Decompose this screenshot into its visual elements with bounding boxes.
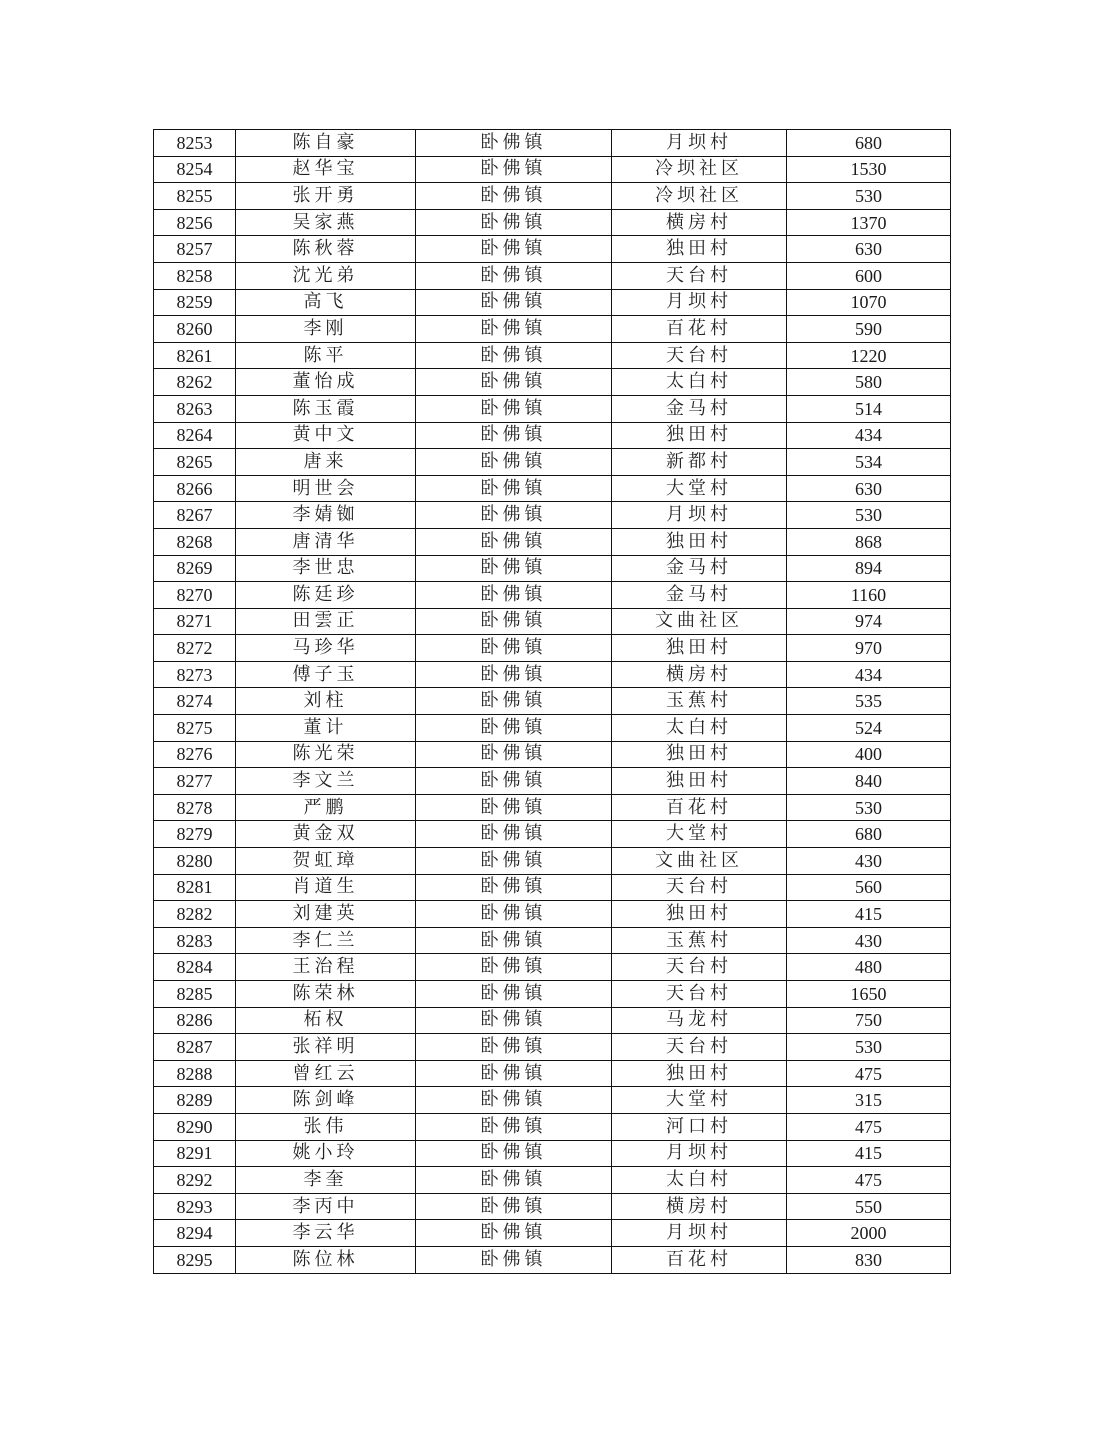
row-name-cell: 王治程 <box>236 954 416 981</box>
row-village-cell: 冷坝社区 <box>612 156 787 183</box>
row-name-cell: 陈位林 <box>236 1246 416 1273</box>
row-village-cell: 百花村 <box>612 316 787 343</box>
roster-table <box>153 129 951 1274</box>
row-amount-cell: 1220 <box>787 342 951 369</box>
table-row <box>154 528 951 555</box>
row-town-cell: 卧佛镇 <box>416 1007 612 1034</box>
row-town-cell: 卧佛镇 <box>416 1060 612 1087</box>
row-village-cell: 天台村 <box>612 954 787 981</box>
row-village-cell: 天台村 <box>612 262 787 289</box>
row-village-cell: 大堂村 <box>612 475 787 502</box>
row-id-cell: 8294 <box>154 1220 236 1247</box>
table-row <box>154 954 951 981</box>
row-name-cell: 赵华宝 <box>236 156 416 183</box>
table-row <box>154 661 951 688</box>
row-amount-cell: 970 <box>787 635 951 662</box>
row-town-cell: 卧佛镇 <box>416 475 612 502</box>
table-row <box>154 183 951 210</box>
row-amount-cell: 430 <box>787 927 951 954</box>
row-town-cell: 卧佛镇 <box>416 927 612 954</box>
row-id-cell: 8283 <box>154 927 236 954</box>
row-town-cell: 卧佛镇 <box>416 848 612 875</box>
table-row <box>154 1034 951 1061</box>
table-row <box>154 1220 951 1247</box>
row-id-cell: 8286 <box>154 1007 236 1034</box>
row-town-cell: 卧佛镇 <box>416 582 612 609</box>
row-town-cell: 卧佛镇 <box>416 874 612 901</box>
row-id-cell: 8261 <box>154 342 236 369</box>
row-amount-cell: 1370 <box>787 209 951 236</box>
table-row <box>154 582 951 609</box>
row-name-cell: 董怡成 <box>236 369 416 396</box>
table-row <box>154 821 951 848</box>
table-row <box>154 236 951 263</box>
row-name-cell: 张开勇 <box>236 183 416 210</box>
row-name-cell: 黄金双 <box>236 821 416 848</box>
row-village-cell: 独田村 <box>612 528 787 555</box>
row-town-cell: 卧佛镇 <box>416 502 612 529</box>
row-village-cell: 金马村 <box>612 582 787 609</box>
row-name-cell: 黄中文 <box>236 422 416 449</box>
row-village-cell: 玉蕉村 <box>612 688 787 715</box>
row-amount-cell: 315 <box>787 1087 951 1114</box>
row-amount-cell: 1530 <box>787 156 951 183</box>
row-id-cell: 8285 <box>154 981 236 1008</box>
table-row <box>154 502 951 529</box>
row-id-cell: 8278 <box>154 794 236 821</box>
table-row <box>154 981 951 1008</box>
row-village-cell: 百花村 <box>612 794 787 821</box>
row-name-cell: 李奎 <box>236 1167 416 1194</box>
row-name-cell: 马珍华 <box>236 635 416 662</box>
row-village-cell: 百花村 <box>612 1246 787 1273</box>
row-town-cell: 卧佛镇 <box>416 741 612 768</box>
table-row <box>154 635 951 662</box>
row-town-cell: 卧佛镇 <box>416 316 612 343</box>
table-row <box>154 316 951 343</box>
row-amount-cell: 475 <box>787 1113 951 1140</box>
row-village-cell: 天台村 <box>612 342 787 369</box>
row-id-cell: 8270 <box>154 582 236 609</box>
row-town-cell: 卧佛镇 <box>416 236 612 263</box>
row-town-cell: 卧佛镇 <box>416 555 612 582</box>
row-amount-cell: 1070 <box>787 289 951 316</box>
row-village-cell: 月坝村 <box>612 1140 787 1167</box>
row-amount-cell: 600 <box>787 262 951 289</box>
row-amount-cell: 680 <box>787 821 951 848</box>
row-town-cell: 卧佛镇 <box>416 794 612 821</box>
row-name-cell: 刘建英 <box>236 901 416 928</box>
row-name-cell: 肖道生 <box>236 874 416 901</box>
row-town-cell: 卧佛镇 <box>416 981 612 1008</box>
row-village-cell: 月坝村 <box>612 130 787 157</box>
row-id-cell: 8267 <box>154 502 236 529</box>
row-name-cell: 吴家燕 <box>236 209 416 236</box>
table-row <box>154 1060 951 1087</box>
row-village-cell: 月坝村 <box>612 502 787 529</box>
table-row <box>154 1087 951 1114</box>
table-row <box>154 874 951 901</box>
row-town-cell: 卧佛镇 <box>416 954 612 981</box>
row-name-cell: 陈秋蓉 <box>236 236 416 263</box>
row-village-cell: 横房村 <box>612 661 787 688</box>
row-village-cell: 独田村 <box>612 901 787 928</box>
row-name-cell: 高飞 <box>236 289 416 316</box>
row-town-cell: 卧佛镇 <box>416 768 612 795</box>
row-id-cell: 8253 <box>154 130 236 157</box>
row-id-cell: 8276 <box>154 741 236 768</box>
row-village-cell: 独田村 <box>612 635 787 662</box>
table-row <box>154 688 951 715</box>
row-id-cell: 8277 <box>154 768 236 795</box>
row-village-cell: 独田村 <box>612 741 787 768</box>
table-row <box>154 209 951 236</box>
table-row <box>154 848 951 875</box>
table-row <box>154 289 951 316</box>
row-town-cell: 卧佛镇 <box>416 608 612 635</box>
row-amount-cell: 524 <box>787 715 951 742</box>
table-row <box>154 262 951 289</box>
row-name-cell: 姚小玲 <box>236 1140 416 1167</box>
row-village-cell: 天台村 <box>612 981 787 1008</box>
row-amount-cell: 475 <box>787 1060 951 1087</box>
row-amount-cell: 630 <box>787 236 951 263</box>
row-id-cell: 8255 <box>154 183 236 210</box>
row-amount-cell: 894 <box>787 555 951 582</box>
row-id-cell: 8258 <box>154 262 236 289</box>
row-town-cell: 卧佛镇 <box>416 369 612 396</box>
row-id-cell: 8284 <box>154 954 236 981</box>
row-id-cell: 8263 <box>154 395 236 422</box>
row-town-cell: 卧佛镇 <box>416 1167 612 1194</box>
row-village-cell: 文曲社区 <box>612 608 787 635</box>
row-village-cell: 独田村 <box>612 768 787 795</box>
row-id-cell: 8281 <box>154 874 236 901</box>
row-id-cell: 8279 <box>154 821 236 848</box>
row-name-cell: 明世会 <box>236 475 416 502</box>
table-row <box>154 1007 951 1034</box>
row-id-cell: 8264 <box>154 422 236 449</box>
row-town-cell: 卧佛镇 <box>416 821 612 848</box>
table-row <box>154 369 951 396</box>
row-town-cell: 卧佛镇 <box>416 1193 612 1220</box>
row-amount-cell: 580 <box>787 369 951 396</box>
row-name-cell: 董计 <box>236 715 416 742</box>
row-id-cell: 8288 <box>154 1060 236 1087</box>
row-town-cell: 卧佛镇 <box>416 1034 612 1061</box>
row-town-cell: 卧佛镇 <box>416 661 612 688</box>
row-town-cell: 卧佛镇 <box>416 130 612 157</box>
row-name-cell: 贺虹璋 <box>236 848 416 875</box>
row-village-cell: 太白村 <box>612 715 787 742</box>
row-name-cell: 陈廷珍 <box>236 582 416 609</box>
row-village-cell: 天台村 <box>612 1034 787 1061</box>
table-row <box>154 1193 951 1220</box>
row-id-cell: 8289 <box>154 1087 236 1114</box>
row-amount-cell: 1160 <box>787 582 951 609</box>
row-id-cell: 8271 <box>154 608 236 635</box>
row-town-cell: 卧佛镇 <box>416 1087 612 1114</box>
row-id-cell: 8295 <box>154 1246 236 1273</box>
row-amount-cell: 974 <box>787 608 951 635</box>
row-village-cell: 天台村 <box>612 874 787 901</box>
row-id-cell: 8272 <box>154 635 236 662</box>
row-town-cell: 卧佛镇 <box>416 342 612 369</box>
row-town-cell: 卧佛镇 <box>416 1246 612 1273</box>
table-row <box>154 794 951 821</box>
row-town-cell: 卧佛镇 <box>416 1140 612 1167</box>
row-amount-cell: 415 <box>787 901 951 928</box>
row-village-cell: 横房村 <box>612 209 787 236</box>
row-village-cell: 文曲社区 <box>612 848 787 875</box>
table-row <box>154 608 951 635</box>
row-amount-cell: 530 <box>787 183 951 210</box>
table-row <box>154 927 951 954</box>
table-row <box>154 130 951 157</box>
row-amount-cell: 868 <box>787 528 951 555</box>
row-amount-cell: 415 <box>787 1140 951 1167</box>
row-village-cell: 太白村 <box>612 369 787 396</box>
table-row <box>154 156 951 183</box>
row-name-cell: 陈玉霞 <box>236 395 416 422</box>
table-row <box>154 1167 951 1194</box>
row-town-cell: 卧佛镇 <box>416 688 612 715</box>
row-town-cell: 卧佛镇 <box>416 901 612 928</box>
row-village-cell: 金马村 <box>612 555 787 582</box>
table-row <box>154 1246 951 1273</box>
row-id-cell: 8290 <box>154 1113 236 1140</box>
row-town-cell: 卧佛镇 <box>416 395 612 422</box>
row-village-cell: 大堂村 <box>612 821 787 848</box>
row-town-cell: 卧佛镇 <box>416 1220 612 1247</box>
table-row <box>154 342 951 369</box>
row-town-cell: 卧佛镇 <box>416 289 612 316</box>
row-town-cell: 卧佛镇 <box>416 635 612 662</box>
table-row <box>154 901 951 928</box>
row-name-cell: 李云华 <box>236 1220 416 1247</box>
row-amount-cell: 434 <box>787 661 951 688</box>
row-village-cell: 冷坝社区 <box>612 183 787 210</box>
row-name-cell: 田雲正 <box>236 608 416 635</box>
row-amount-cell: 475 <box>787 1167 951 1194</box>
row-id-cell: 8265 <box>154 449 236 476</box>
row-town-cell: 卧佛镇 <box>416 183 612 210</box>
row-village-cell: 河口村 <box>612 1113 787 1140</box>
row-name-cell: 沈光弟 <box>236 262 416 289</box>
row-town-cell: 卧佛镇 <box>416 156 612 183</box>
row-id-cell: 8262 <box>154 369 236 396</box>
row-village-cell: 月坝村 <box>612 1220 787 1247</box>
row-amount-cell: 530 <box>787 794 951 821</box>
row-amount-cell: 680 <box>787 130 951 157</box>
row-amount-cell: 434 <box>787 422 951 449</box>
row-name-cell: 李丙中 <box>236 1193 416 1220</box>
row-amount-cell: 630 <box>787 475 951 502</box>
row-name-cell: 李仁兰 <box>236 927 416 954</box>
row-name-cell: 陈荣林 <box>236 981 416 1008</box>
row-amount-cell: 750 <box>787 1007 951 1034</box>
table-row <box>154 1113 951 1140</box>
row-amount-cell: 530 <box>787 1034 951 1061</box>
row-amount-cell: 480 <box>787 954 951 981</box>
row-village-cell: 马龙村 <box>612 1007 787 1034</box>
row-name-cell: 刘柱 <box>236 688 416 715</box>
row-amount-cell: 535 <box>787 688 951 715</box>
row-amount-cell: 1650 <box>787 981 951 1008</box>
row-amount-cell: 2000 <box>787 1220 951 1247</box>
table-row <box>154 449 951 476</box>
row-id-cell: 8259 <box>154 289 236 316</box>
row-amount-cell: 514 <box>787 395 951 422</box>
table-row <box>154 395 951 422</box>
row-id-cell: 8260 <box>154 316 236 343</box>
row-name-cell: 严鹏 <box>236 794 416 821</box>
roster-table-body <box>154 130 951 1274</box>
row-id-cell: 8287 <box>154 1034 236 1061</box>
row-id-cell: 8254 <box>154 156 236 183</box>
row-amount-cell: 400 <box>787 741 951 768</box>
row-village-cell: 金马村 <box>612 395 787 422</box>
row-amount-cell: 590 <box>787 316 951 343</box>
row-town-cell: 卧佛镇 <box>416 422 612 449</box>
table-row <box>154 422 951 449</box>
row-town-cell: 卧佛镇 <box>416 209 612 236</box>
row-id-cell: 8256 <box>154 209 236 236</box>
row-id-cell: 8275 <box>154 715 236 742</box>
row-name-cell: 李世忠 <box>236 555 416 582</box>
table-row <box>154 768 951 795</box>
table-row <box>154 741 951 768</box>
row-name-cell: 陈光荣 <box>236 741 416 768</box>
row-village-cell: 独田村 <box>612 422 787 449</box>
row-id-cell: 8293 <box>154 1193 236 1220</box>
row-id-cell: 8282 <box>154 901 236 928</box>
row-name-cell: 陈自豪 <box>236 130 416 157</box>
row-village-cell: 太白村 <box>612 1167 787 1194</box>
row-name-cell: 傅子玉 <box>236 661 416 688</box>
row-amount-cell: 840 <box>787 768 951 795</box>
row-village-cell: 独田村 <box>612 236 787 263</box>
row-id-cell: 8268 <box>154 528 236 555</box>
row-name-cell: 唐清华 <box>236 528 416 555</box>
row-name-cell: 李婧铷 <box>236 502 416 529</box>
row-id-cell: 8274 <box>154 688 236 715</box>
row-town-cell: 卧佛镇 <box>416 262 612 289</box>
row-village-cell: 玉蕉村 <box>612 927 787 954</box>
row-town-cell: 卧佛镇 <box>416 449 612 476</box>
row-amount-cell: 534 <box>787 449 951 476</box>
row-town-cell: 卧佛镇 <box>416 1113 612 1140</box>
row-village-cell: 大堂村 <box>612 1087 787 1114</box>
row-village-cell: 横房村 <box>612 1193 787 1220</box>
row-amount-cell: 530 <box>787 502 951 529</box>
table-row <box>154 475 951 502</box>
row-id-cell: 8291 <box>154 1140 236 1167</box>
row-village-cell: 独田村 <box>612 1060 787 1087</box>
table-row <box>154 1140 951 1167</box>
row-id-cell: 8266 <box>154 475 236 502</box>
row-name-cell: 张伟 <box>236 1113 416 1140</box>
row-name-cell: 陈平 <box>236 342 416 369</box>
row-name-cell: 张祥明 <box>236 1034 416 1061</box>
row-id-cell: 8273 <box>154 661 236 688</box>
row-town-cell: 卧佛镇 <box>416 528 612 555</box>
table-row <box>154 715 951 742</box>
row-name-cell: 唐来 <box>236 449 416 476</box>
row-name-cell: 李文兰 <box>236 768 416 795</box>
row-name-cell: 柘权 <box>236 1007 416 1034</box>
row-id-cell: 8269 <box>154 555 236 582</box>
row-id-cell: 8292 <box>154 1167 236 1194</box>
row-name-cell: 曾红云 <box>236 1060 416 1087</box>
row-village-cell: 新都村 <box>612 449 787 476</box>
row-village-cell: 月坝村 <box>612 289 787 316</box>
row-amount-cell: 550 <box>787 1193 951 1220</box>
row-id-cell: 8257 <box>154 236 236 263</box>
row-amount-cell: 560 <box>787 874 951 901</box>
row-amount-cell: 830 <box>787 1246 951 1273</box>
row-town-cell: 卧佛镇 <box>416 715 612 742</box>
row-amount-cell: 430 <box>787 848 951 875</box>
row-id-cell: 8280 <box>154 848 236 875</box>
row-name-cell: 李刚 <box>236 316 416 343</box>
row-name-cell: 陈剑峰 <box>236 1087 416 1114</box>
table-row <box>154 555 951 582</box>
